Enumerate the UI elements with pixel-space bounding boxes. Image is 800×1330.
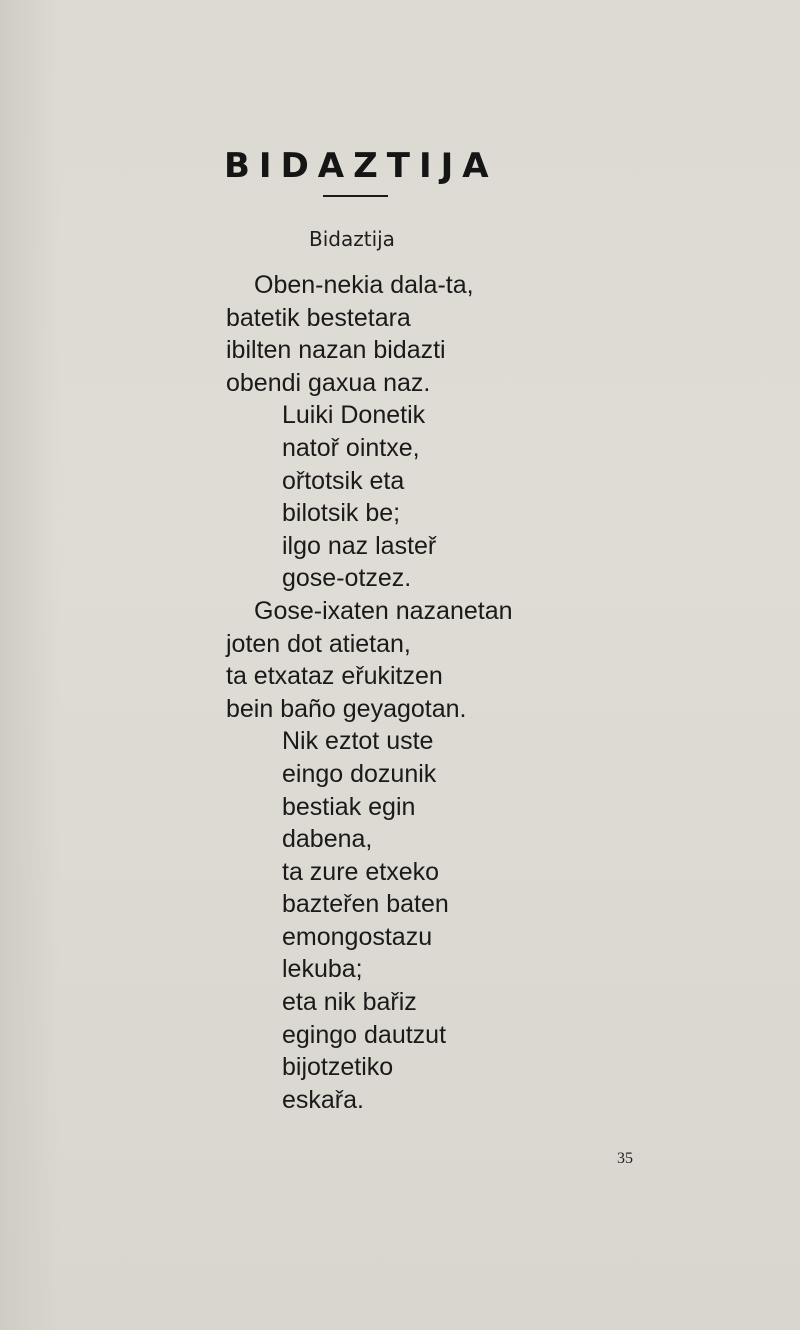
poem-line: ta zure etxeko [282,857,440,886]
poem-line: eskařa. [282,1085,364,1114]
poem-body [0,269,513,1116]
poem-line: joten dot atietan, [226,629,411,658]
poem-line: lekuba; [282,955,363,984]
poem-line: Nik eztot uste [282,727,434,756]
poem-line: egingo dautzut [282,1020,447,1049]
poem-line: gose-otzez. [282,564,412,593]
poem-line: ořtotsik eta [282,466,405,495]
poem-line: batetik bestetara [226,303,411,332]
page-number: 35 [617,1150,633,1167]
poem-line: eta nik bařiz [282,988,417,1017]
poem-line: Oben-nekia dala-ta, [254,271,474,299]
poem-line: dabena, [282,825,373,854]
poem-line: Luiki Donetik [282,401,426,430]
poem-line: bestiak egin [282,792,416,821]
poem-line: ibilten nazan bidazti [226,336,446,365]
poem-line: bijotzetiko [282,1053,394,1082]
poem-line: ilgo naz lasteř [282,531,437,560]
poem-line: Gose-ixaten nazanetan [254,596,513,625]
poem-line: bazteřen baten [282,890,449,919]
poem-line: obendi gaxua naz. [226,368,431,397]
title-rule [323,195,388,197]
poem-line: eingo dozunik [282,759,437,788]
poem-line: emongostazu [282,922,433,951]
poem-line: natoř ointxe, [282,433,420,462]
poem-line: ta etxataz eřukitzen [226,662,443,691]
poem-title: BIDAZTIJA [224,146,498,186]
poem-line: bein baño geyagotan. [226,694,467,723]
poem-line: bilotsik be; [282,499,401,528]
poem-subtitle: Bidaztija [309,227,395,251]
